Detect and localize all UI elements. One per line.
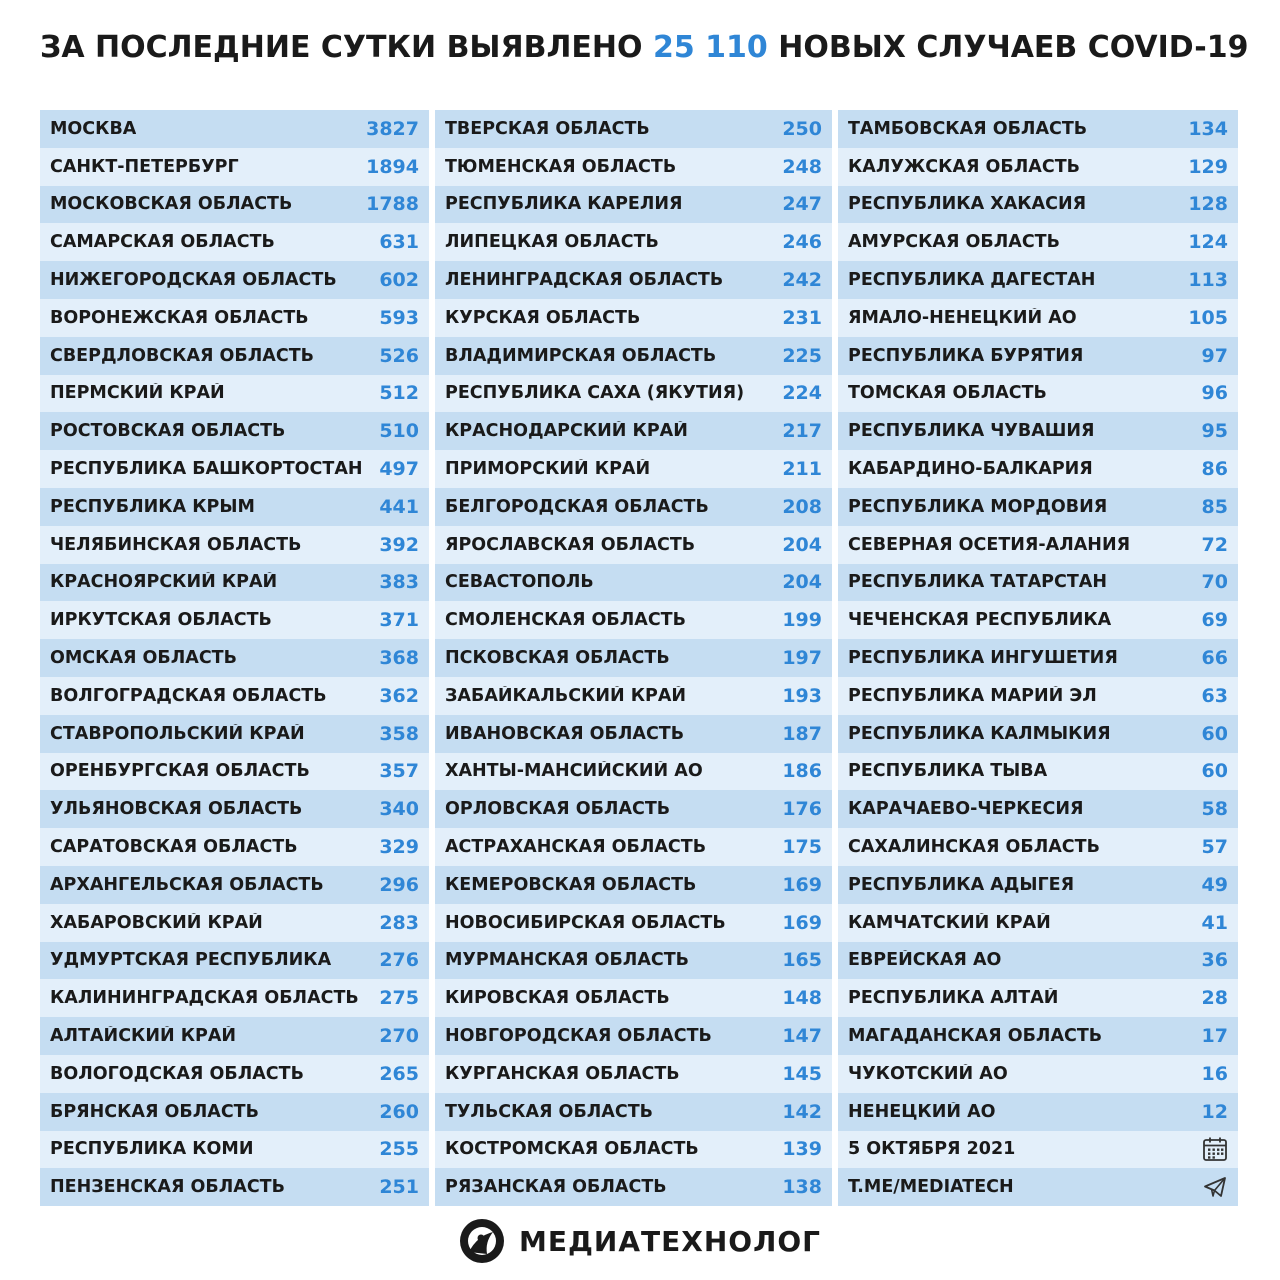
case-count: 329: [379, 836, 419, 859]
table-row: [838, 1055, 1238, 1093]
table-row: [435, 1093, 832, 1131]
table-row: [435, 979, 832, 1017]
region-name: КУРГАНСКАЯ ОБЛАСТЬ: [445, 1063, 680, 1084]
table-row: [40, 337, 429, 375]
case-count: 134: [1188, 117, 1228, 140]
table-row: [40, 1131, 429, 1169]
region-name: ВОЛГОГРАДСКАЯ ОБЛАСТЬ: [50, 685, 327, 706]
case-count: 124: [1188, 231, 1228, 254]
region-name: ЯМАЛО-НЕНЕЦКИЙ АО: [848, 307, 1077, 328]
case-count: 197: [782, 647, 822, 670]
table-row: [435, 828, 832, 866]
table-row: [435, 790, 832, 828]
region-name: САНКТ-ПЕТЕРБУРГ: [50, 156, 239, 177]
case-count: 186: [782, 760, 822, 783]
case-count: 17: [1201, 1025, 1228, 1048]
case-count: 60: [1201, 722, 1228, 745]
case-count: 217: [782, 420, 822, 443]
table-row: [838, 677, 1238, 715]
case-count: 175: [782, 836, 822, 859]
region-name: ВОРОНЕЖСКАЯ ОБЛАСТЬ: [50, 307, 309, 328]
table-row: [40, 979, 429, 1017]
table-row: [838, 753, 1238, 791]
table-row: [40, 904, 429, 942]
table-row: [838, 186, 1238, 224]
region-name: БРЯНСКАЯ ОБЛАСТЬ: [50, 1101, 259, 1122]
table-column-3: [838, 110, 1238, 1206]
table-row: [40, 564, 429, 602]
table-row: [40, 450, 429, 488]
case-count: 165: [782, 949, 822, 972]
case-count: 270: [379, 1025, 419, 1048]
channel-link[interactable]: T.ME/MEDIATECH: [848, 1177, 1014, 1198]
case-count: 85: [1201, 495, 1228, 518]
table-row: [838, 526, 1238, 564]
region-name: МОСКОВСКАЯ ОБЛАСТЬ: [50, 194, 293, 215]
region-name: МАГАДАНСКАЯ ОБЛАСТЬ: [848, 1026, 1103, 1047]
case-count: 247: [782, 193, 822, 216]
title-prefix: ЗА ПОСЛЕДНИЕ СУТКИ ВЫЯВЛЕНО: [40, 30, 643, 65]
region-name: СЕВЕРНАЯ ОСЕТИЯ-АЛАНИЯ: [848, 534, 1131, 555]
table-row: [838, 450, 1238, 488]
table-row: [40, 828, 429, 866]
region-name: РЕСПУБЛИКА БАШКОРТОСТАН: [50, 459, 363, 480]
region-name: РЯЗАНСКАЯ ОБЛАСТЬ: [445, 1177, 667, 1198]
region-name: ВЛАДИМИРСКАЯ ОБЛАСТЬ: [445, 345, 717, 366]
case-count: 383: [379, 571, 419, 594]
case-count: 631: [379, 231, 419, 254]
table-row: [40, 715, 429, 753]
case-count: 169: [782, 873, 822, 896]
case-count: 129: [1188, 155, 1228, 178]
table-row: [435, 715, 832, 753]
region-name: КАМЧАТСКИЙ КРАЙ: [848, 912, 1051, 933]
case-count: 97: [1201, 344, 1228, 367]
region-name: АМУРСКАЯ ОБЛАСТЬ: [848, 232, 1060, 253]
case-count: 63: [1201, 684, 1228, 707]
table-row: [838, 942, 1238, 980]
case-count: 340: [379, 798, 419, 821]
region-name: НОВГОРОДСКАЯ ОБЛАСТЬ: [445, 1026, 712, 1047]
date-row: [838, 1131, 1238, 1169]
table-row: [435, 904, 832, 942]
region-name: АЛТАЙСКИЙ КРАЙ: [50, 1026, 237, 1047]
region-name: ПРИМОРСКИЙ КРАЙ: [445, 459, 651, 480]
region-name: САХАЛИНСКАЯ ОБЛАСТЬ: [848, 837, 1100, 858]
region-name: ЕВРЕЙСКАЯ АО: [848, 950, 1002, 971]
region-name: ОМСКАЯ ОБЛАСТЬ: [50, 648, 237, 669]
table-row: [435, 299, 832, 337]
region-name: СМОЛЕНСКАЯ ОБЛАСТЬ: [445, 610, 686, 631]
region-name: ИВАНОВСКАЯ ОБЛАСТЬ: [445, 723, 685, 744]
case-count: 169: [782, 911, 822, 934]
region-name: РЕСПУБЛИКА ИНГУШЕТИЯ: [848, 648, 1118, 669]
table-row: [838, 639, 1238, 677]
region-name: УДМУРТСКАЯ РЕСПУБЛИКА: [50, 950, 332, 971]
region-name: ИРКУТСКАЯ ОБЛАСТЬ: [50, 610, 272, 631]
table-row: [40, 526, 429, 564]
case-count: 142: [782, 1100, 822, 1123]
case-count: 242: [782, 269, 822, 292]
case-count: 357: [379, 760, 419, 783]
region-name: САМАРСКАЯ ОБЛАСТЬ: [50, 232, 275, 253]
region-name: РЕСПУБЛИКА КАРЕЛИЯ: [445, 194, 683, 215]
table-row: [838, 904, 1238, 942]
brand-name: МЕДИАТЕХНОЛОГ: [519, 1224, 821, 1258]
case-count: 225: [782, 344, 822, 367]
region-name: ТАМБОВСКАЯ ОБЛАСТЬ: [848, 118, 1088, 139]
table-row: [40, 1093, 429, 1131]
region-name: ВОЛОГОДСКАЯ ОБЛАСТЬ: [50, 1063, 304, 1084]
table-row: [838, 790, 1238, 828]
region-name: ТУЛЬСКАЯ ОБЛАСТЬ: [445, 1101, 653, 1122]
table-row: [40, 412, 429, 450]
table-row: [40, 488, 429, 526]
case-count: 251: [379, 1176, 419, 1199]
case-count: 204: [782, 571, 822, 594]
case-count: 139: [782, 1138, 822, 1161]
table-row: [435, 412, 832, 450]
region-name: КУРСКАЯ ОБЛАСТЬ: [445, 307, 641, 328]
region-name: ЯРОСЛАВСКАЯ ОБЛАСТЬ: [445, 534, 696, 555]
table-row: [435, 186, 832, 224]
region-name: РЕСПУБЛИКА ХАКАСИЯ: [848, 194, 1087, 215]
case-count: 526: [379, 344, 419, 367]
case-count: 368: [379, 647, 419, 670]
channel-row[interactable]: [838, 1168, 1238, 1206]
table-row: [838, 564, 1238, 602]
region-name: ТВЕРСКАЯ ОБЛАСТЬ: [445, 118, 650, 139]
case-count: 95: [1201, 420, 1228, 443]
table-row: [40, 223, 429, 261]
region-name: РОСТОВСКАЯ ОБЛАСТЬ: [50, 421, 286, 442]
table-column-2: [435, 110, 832, 1206]
region-name: БЕЛГОРОДСКАЯ ОБЛАСТЬ: [445, 496, 709, 517]
region-name: ЛИПЕЦКАЯ ОБЛАСТЬ: [445, 232, 659, 253]
case-count: 283: [379, 911, 419, 934]
table-row: [40, 753, 429, 791]
case-count: 176: [782, 798, 822, 821]
case-count: 275: [379, 987, 419, 1010]
case-count: 28: [1201, 987, 1228, 1010]
table-column-1: [40, 110, 429, 1206]
case-count: 248: [782, 155, 822, 178]
table-row: [40, 601, 429, 639]
region-name: ТОМСКАЯ ОБЛАСТЬ: [848, 383, 1047, 404]
table-row: [40, 639, 429, 677]
case-count: 255: [379, 1138, 419, 1161]
region-name: СЕВАСТОПОЛЬ: [445, 572, 594, 593]
table-row: [435, 639, 832, 677]
region-name: ЧЕЛЯБИНСКАЯ ОБЛАСТЬ: [50, 534, 302, 555]
case-count: 113: [1188, 269, 1228, 292]
case-count: 358: [379, 722, 419, 745]
region-name: РЕСПУБЛИКА КАЛМЫКИЯ: [848, 723, 1111, 744]
region-name: ПЕРМСКИЙ КРАЙ: [50, 383, 225, 404]
region-name: ЧЕЧЕНСКАЯ РЕСПУБЛИКА: [848, 610, 1112, 631]
table-row: [40, 790, 429, 828]
case-count: 497: [379, 458, 419, 481]
case-count: 86: [1201, 458, 1228, 481]
case-count: 70: [1201, 571, 1228, 594]
region-name: ЗАБАЙКАЛЬСКИЙ КРАЙ: [445, 685, 687, 706]
table-row: [838, 1017, 1238, 1055]
table-row: [435, 677, 832, 715]
table-row: [838, 375, 1238, 413]
case-count: 224: [782, 382, 822, 405]
table-row: [838, 337, 1238, 375]
case-count: 510: [379, 420, 419, 443]
region-name: РЕСПУБЛИКА БУРЯТИЯ: [848, 345, 1084, 366]
mediatechnolog-logo-icon: [459, 1218, 505, 1264]
table-row: [838, 488, 1238, 526]
region-name: РЕСПУБЛИКА САХА (ЯКУТИЯ): [445, 383, 745, 404]
region-name: КАБАРДИНО-БАЛКАРИЯ: [848, 459, 1093, 480]
region-name: КРАСНОЯРСКИЙ КРАЙ: [50, 572, 278, 593]
table-row: [40, 866, 429, 904]
case-count: 72: [1201, 533, 1228, 556]
table-row: [40, 299, 429, 337]
table-row: [838, 979, 1238, 1017]
case-count: 246: [782, 231, 822, 254]
region-name: САРАТОВСКАЯ ОБЛАСТЬ: [50, 837, 298, 858]
table-row: [435, 488, 832, 526]
title-suffix: НОВЫХ СЛУЧАЕВ COVID-19: [778, 30, 1249, 65]
page-title: [40, 30, 1249, 65]
region-name: ЛЕНИНГРАДСКАЯ ОБЛАСТЬ: [445, 270, 724, 291]
table-row: [40, 677, 429, 715]
table-row: [435, 601, 832, 639]
case-count: 260: [379, 1100, 419, 1123]
region-name: МОСКВА: [50, 118, 137, 139]
case-count: 96: [1201, 382, 1228, 405]
case-count: 1788: [366, 193, 419, 216]
case-count: 593: [379, 306, 419, 329]
case-count: 57: [1201, 836, 1228, 859]
table-row: [40, 375, 429, 413]
region-name: ПСКОВСКАЯ ОБЛАСТЬ: [445, 648, 670, 669]
case-count: 250: [782, 117, 822, 140]
table-row: [838, 866, 1238, 904]
title-number: 25 110: [652, 30, 768, 65]
region-name: РЕСПУБЛИКА КРЫМ: [50, 496, 255, 517]
table-row: [435, 1168, 832, 1206]
case-count: 145: [782, 1062, 822, 1085]
table-row: [435, 110, 832, 148]
region-name: АРХАНГЕЛЬСКАЯ ОБЛАСТЬ: [50, 874, 324, 895]
case-count: 204: [782, 533, 822, 556]
table-row: [40, 942, 429, 980]
case-count: 49: [1201, 873, 1228, 896]
case-count: 41: [1201, 911, 1228, 934]
case-count: 147: [782, 1025, 822, 1048]
table-row: [838, 299, 1238, 337]
case-count: 1894: [366, 155, 419, 178]
region-name: ТЮМЕНСКАЯ ОБЛАСТЬ: [445, 156, 677, 177]
region-name: КАРАЧАЕВО-ЧЕРКЕСИЯ: [848, 799, 1084, 820]
case-count: 36: [1201, 949, 1228, 972]
case-count: 66: [1201, 647, 1228, 670]
table-row: [435, 753, 832, 791]
case-count: 16: [1201, 1062, 1228, 1085]
case-count: 60: [1201, 760, 1228, 783]
table-row: [838, 828, 1238, 866]
case-count: 12: [1201, 1100, 1228, 1123]
region-name: РЕСПУБЛИКА МОРДОВИЯ: [848, 496, 1108, 517]
table-row: [40, 186, 429, 224]
table-row: [435, 375, 832, 413]
region-name: КИРОВСКАЯ ОБЛАСТЬ: [445, 988, 670, 1009]
table-row: [838, 715, 1238, 753]
table-row: [838, 223, 1238, 261]
table-row: [838, 412, 1238, 450]
case-count: 362: [379, 684, 419, 707]
table-row: [435, 526, 832, 564]
case-count: 138: [782, 1176, 822, 1199]
case-count: 187: [782, 722, 822, 745]
region-name: ПЕНЗЕНСКАЯ ОБЛАСТЬ: [50, 1177, 285, 1198]
case-count: 148: [782, 987, 822, 1010]
table-row: [40, 261, 429, 299]
table-row: [435, 1055, 832, 1093]
table-row: [40, 148, 429, 186]
region-name: РЕСПУБЛИКА ТАТАРСТАН: [848, 572, 1107, 593]
table-row: [838, 261, 1238, 299]
case-count: 602: [379, 269, 419, 292]
region-name: АСТРАХАНСКАЯ ОБЛАСТЬ: [445, 837, 707, 858]
region-name: РЕСПУБЛИКА ТЫВА: [848, 761, 1048, 782]
case-count: 231: [782, 306, 822, 329]
case-count: 512: [379, 382, 419, 405]
region-name: КЕМЕРОВСКАЯ ОБЛАСТЬ: [445, 874, 697, 895]
case-count: 392: [379, 533, 419, 556]
date-label: 5 ОКТЯБРЯ 2021: [848, 1139, 1016, 1160]
calendar-icon: [1202, 1136, 1228, 1162]
region-name: СВЕРДЛОВСКАЯ ОБЛАСТЬ: [50, 345, 314, 366]
table-row: [435, 942, 832, 980]
region-name: МУРМАНСКАЯ ОБЛАСТЬ: [445, 950, 690, 971]
table-row: [435, 450, 832, 488]
region-name: РЕСПУБЛИКА ДАГЕСТАН: [848, 270, 1096, 291]
case-count: 69: [1201, 609, 1228, 632]
table-row: [838, 110, 1238, 148]
region-name: РЕСПУБЛИКА АЛТАЙ: [848, 988, 1059, 1009]
cases-table: [40, 110, 1238, 1206]
region-name: НЕНЕЦКИЙ АО: [848, 1101, 996, 1122]
region-name: СТАВРОПОЛЬСКИЙ КРАЙ: [50, 723, 305, 744]
region-name: КАЛУЖСКАЯ ОБЛАСТЬ: [848, 156, 1080, 177]
table-row: [838, 1093, 1238, 1131]
table-row: [435, 337, 832, 375]
case-count: 441: [379, 495, 419, 518]
case-count: 128: [1188, 193, 1228, 216]
table-row: [40, 110, 429, 148]
region-name: РЕСПУБЛИКА КОМИ: [50, 1139, 254, 1160]
region-name: КРАСНОДАРСКИЙ КРАЙ: [445, 421, 688, 442]
case-count: 193: [782, 684, 822, 707]
case-count: 211: [782, 458, 822, 481]
region-name: РЕСПУБЛИКА ЧУВАШИЯ: [848, 421, 1095, 442]
table-row: [435, 223, 832, 261]
case-count: 105: [1188, 306, 1228, 329]
region-name: НИЖЕГОРОДСКАЯ ОБЛАСТЬ: [50, 270, 337, 291]
table-row: [435, 261, 832, 299]
region-name: РЕСПУБЛИКА АДЫГЕЯ: [848, 874, 1075, 895]
region-name: ОРЕНБУРГСКАЯ ОБЛАСТЬ: [50, 761, 310, 782]
region-name: КОСТРОМСКАЯ ОБЛАСТЬ: [445, 1139, 699, 1160]
telegram-icon[interactable]: [1202, 1174, 1228, 1200]
table-row: [40, 1055, 429, 1093]
case-count: 3827: [366, 117, 419, 140]
footer: [0, 1217, 1280, 1265]
table-row: [40, 1017, 429, 1055]
case-count: 208: [782, 495, 822, 518]
region-name: УЛЬЯНОВСКАЯ ОБЛАСТЬ: [50, 799, 303, 820]
table-row: [435, 1131, 832, 1169]
table-row: [838, 148, 1238, 186]
table-row: [838, 601, 1238, 639]
case-count: 296: [379, 873, 419, 896]
case-count: 58: [1201, 798, 1228, 821]
region-name: КАЛИНИНГРАДСКАЯ ОБЛАСТЬ: [50, 988, 359, 1009]
case-count: 265: [379, 1062, 419, 1085]
region-name: РЕСПУБЛИКА МАРИЙ ЭЛ: [848, 685, 1097, 706]
region-name: ЧУКОТСКИЙ АО: [848, 1063, 1008, 1084]
region-name: ХАБАРОВСКИЙ КРАЙ: [50, 912, 263, 933]
case-count: 276: [379, 949, 419, 972]
table-row: [435, 564, 832, 602]
case-count: 371: [379, 609, 419, 632]
table-row: [435, 866, 832, 904]
region-name: ХАНТЫ-МАНСИЙСКИЙ АО: [445, 761, 703, 782]
table-row: [40, 1168, 429, 1206]
table-row: [435, 1017, 832, 1055]
table-row: [435, 148, 832, 186]
case-count: 199: [782, 609, 822, 632]
region-name: НОВОСИБИРСКАЯ ОБЛАСТЬ: [445, 912, 726, 933]
region-name: ОРЛОВСКАЯ ОБЛАСТЬ: [445, 799, 671, 820]
